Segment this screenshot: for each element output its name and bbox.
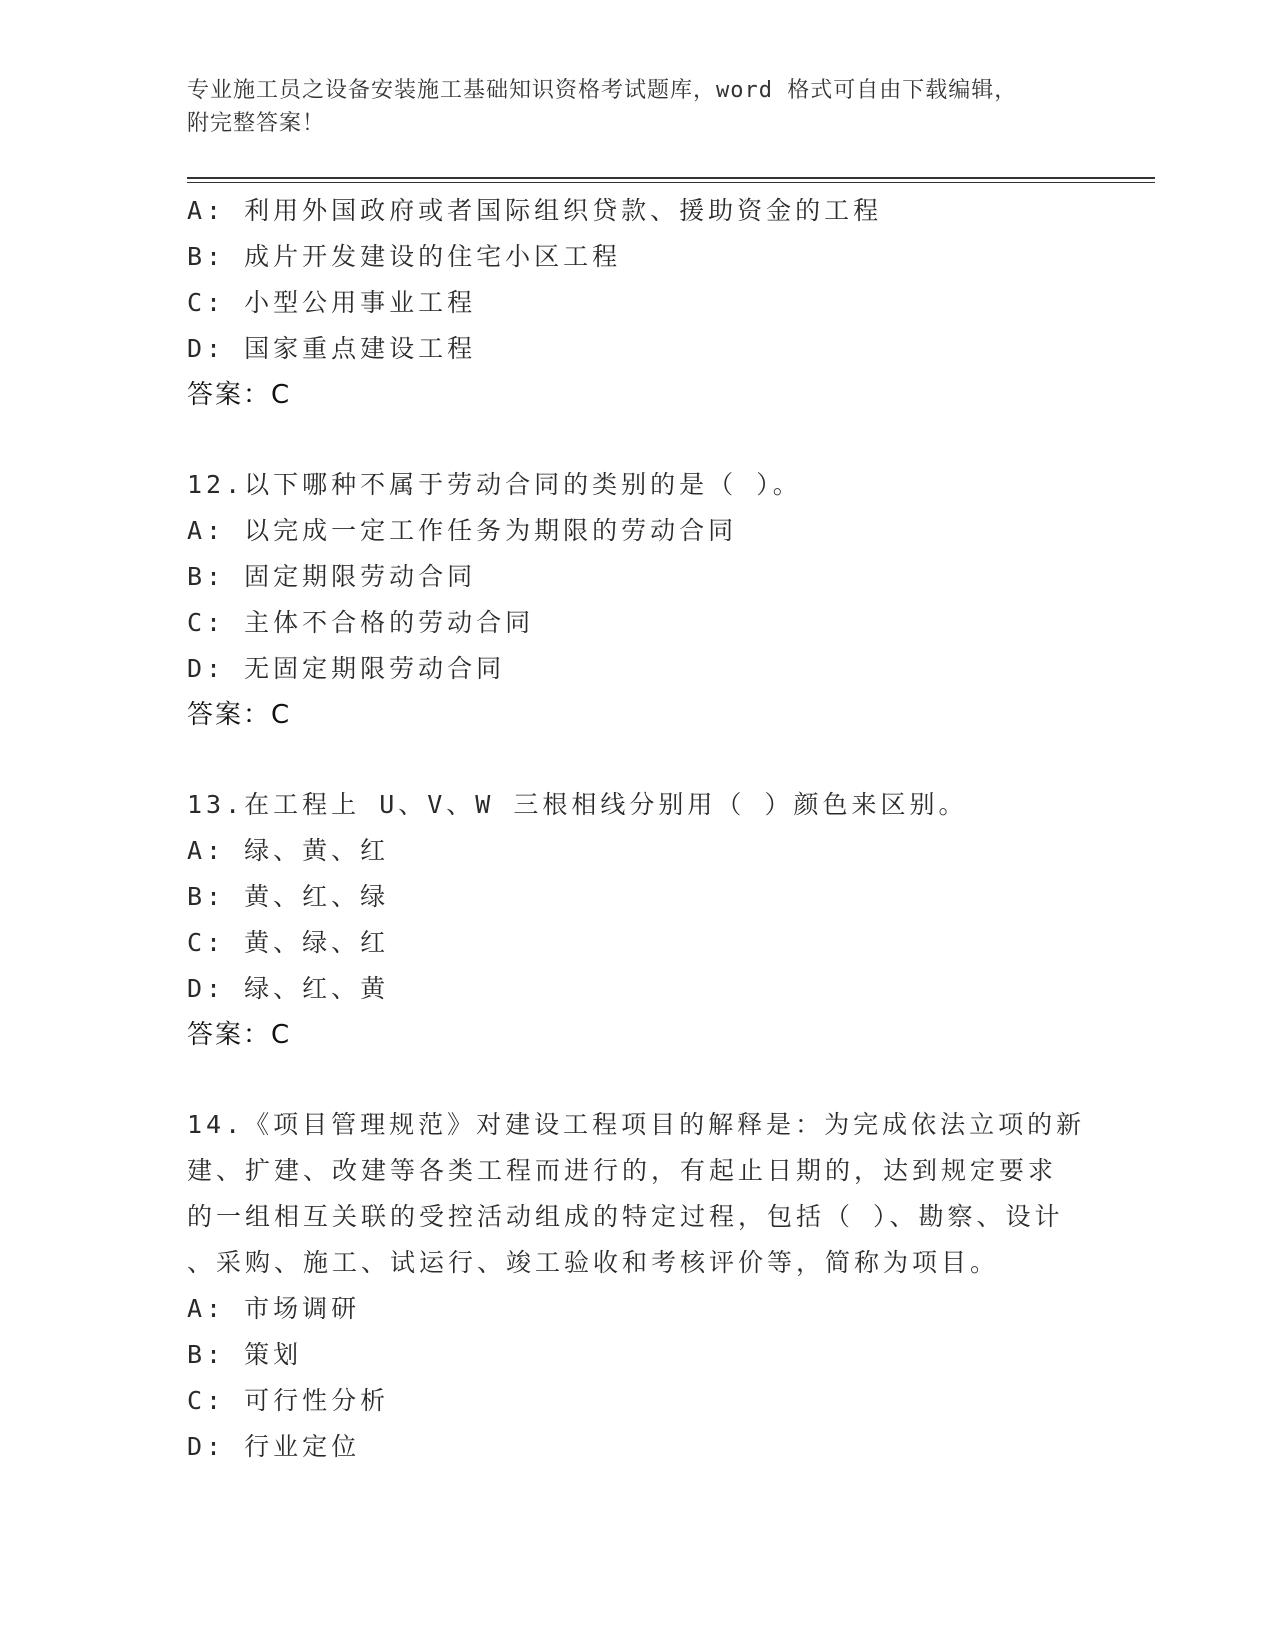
option-d: D: 国家重点建设工程	[187, 334, 477, 363]
option-a: A: 以完成一定工作任务为期限的劳动合同	[187, 516, 738, 545]
option-c: C: 可行性分析	[187, 1386, 390, 1415]
spacer	[187, 1058, 1087, 1102]
option-d: D: 绿、红、黄	[187, 974, 390, 1003]
question-stem: 12.以下哪种不属于劳动合同的类别的是（ ）。	[187, 470, 802, 499]
question-stem-line-2: 建、扩建、改建等各类工程而进行的，有起止日期的，达到规定要求	[187, 1156, 1058, 1185]
option-d: D: 行业定位	[187, 1432, 361, 1461]
question-13	[187, 782, 1087, 1058]
question-14	[187, 1102, 1087, 1470]
option-a: A: 绿、黄、红	[187, 836, 390, 865]
document-header	[187, 74, 1087, 140]
option-c: C: 小型公用事业工程	[187, 288, 477, 317]
spacer	[187, 738, 1087, 782]
question-stem-line-4: 、采购、施工、试运行、竣工验收和考核评价等，简称为项目。	[187, 1248, 1000, 1277]
question-stem: 13.在工程上 U、V、W 三根相线分别用（ ）颜色来区别。	[187, 790, 968, 819]
option-a: A: 利用外国政府或者国际组织贷款、援助资金的工程	[187, 196, 883, 225]
option-b: B: 黄、红、绿	[187, 882, 390, 911]
option-b: B: 固定期限劳动合同	[187, 562, 477, 591]
header-line-2: 附完整答案！	[187, 111, 326, 136]
option-b: B: 成片开发建设的住宅小区工程	[187, 242, 622, 271]
answer: 答案：C	[187, 380, 292, 410]
spacer	[187, 418, 1087, 462]
option-b: B: 策划	[187, 1340, 303, 1369]
question-stem-line-3: 的一组相互关联的受控活动组成的特定过程，包括（ ）、勘察、设计	[187, 1202, 1064, 1231]
question-12	[187, 462, 1087, 738]
header-line-1: 专业施工员之设备安装施工基础知识资格考试题库，word 格式可自由下载编辑，	[187, 78, 1018, 103]
answer: 答案：C	[187, 1020, 292, 1050]
option-a: A: 市场调研	[187, 1294, 361, 1323]
option-d: D: 无固定期限劳动合同	[187, 654, 506, 683]
question-stem-line-1: 14.《项目管理规范》对建设工程项目的解释是：为完成依法立项的新	[187, 1110, 1086, 1139]
option-c: C: 主体不合格的劳动合同	[187, 608, 535, 637]
header-divider	[187, 177, 1155, 183]
answer: 答案：C	[187, 700, 292, 730]
option-c: C: 黄、绿、红	[187, 928, 390, 957]
question-list	[187, 188, 1087, 1470]
question-11	[187, 188, 1087, 418]
